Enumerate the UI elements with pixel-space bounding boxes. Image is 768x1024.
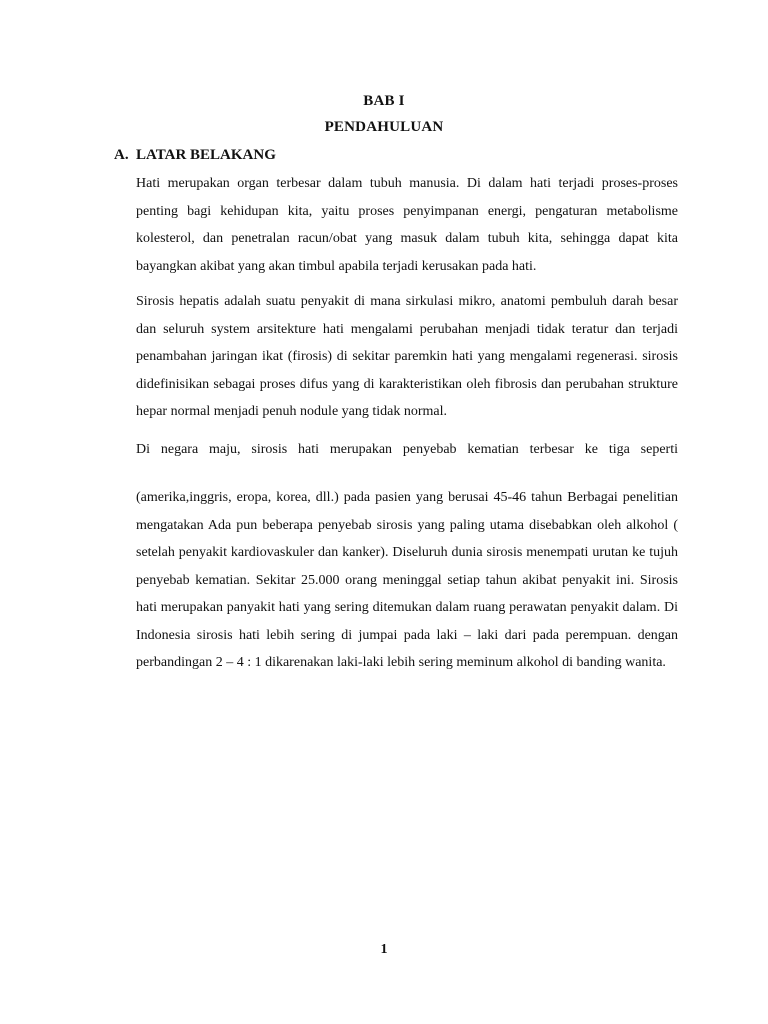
chapter-heading: BAB I	[363, 93, 405, 109]
paragraph-4: (amerika,inggris, eropa, korea, dll.) pada pasien yang berusai 45-46 tahun Berbagai penelitian mengatakan Ada pun beberapa penyebab sirosis yang paling utama disebabkan oleh alkohol ( setelah penyakit kardiovaskuler dan kanker). Diseluruh dunia sirosis menempati urutan ke tujuh penyebab kematian. Sekitar 25.000 orang meninggal setiap tahun akibat penyakit ini. Sirosis hati merupakan panyakit hati yang sering ditemukan dalam ruang perawatan penyakit dalam. Di Indonesia sirosis hati lebih sering di jumpai pada laki – laki dari pada perempuan. dengan perbandingan 2 – 4 : 1 dikarenakan laki-laki lebih sering meminum alkohol di banding wanita.	[136, 490, 678, 670]
section-number: A.	[114, 147, 129, 163]
chapter-title: PENDAHULUAN	[324, 119, 444, 135]
paragraph-1: Hati merupakan organ terbesar dalam tubuh manusia. Di dalam hati terjadi proses-proses penting bagi kehidupan kita, yaitu proses penyimpanan energi, pengaturan metabolisme kolesterol, dan penetralan racun/obat yang masuk dalam tubuh kita, sehingga dapat kita bayangkan akibat yang akan timbul apabila terjadi kerusakan pada hati.	[136, 176, 678, 274]
page-number: 1	[380, 942, 388, 957]
paragraph-3: Di negara maju, sirosis hati merupakan penyebab kematian terbesar ke tiga seperti	[136, 442, 678, 457]
paragraph-2: Sirosis hepatis adalah suatu penyakit di mana sirkulasi mikro, anatomi pembuluh darah besar dan seluruh system arsitekture hati mengalami perubahan menjadi tidak teratur dan terjadi penambahan jaringan ikat (firosis) di sekitar paremkin hati yang mengalami regenerasi. sirosis didefinisikan sebagai proses difus yang di karakteristikan oleh fibrosis dan perubahan strukture hepar normal menjadi penuh nodule yang tidak normal.	[136, 294, 678, 419]
section-title: LATAR BELAKANG	[136, 147, 276, 163]
section-heading	[114, 147, 276, 164]
